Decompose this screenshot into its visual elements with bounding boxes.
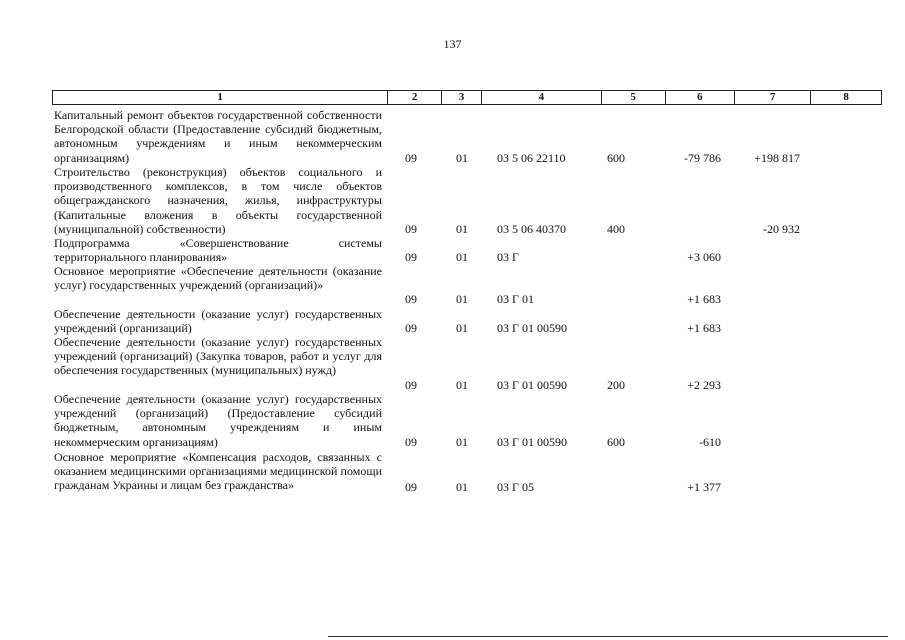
header-col-8: 8 xyxy=(843,91,849,103)
row-subsection: 01 xyxy=(456,435,468,449)
row-subsection: 01 xyxy=(456,480,468,494)
row-section: 09 xyxy=(405,292,417,306)
table-header xyxy=(52,90,882,105)
row-subsection: 01 xyxy=(456,250,468,264)
row-subsection: 01 xyxy=(456,222,468,236)
row-section: 09 xyxy=(405,222,417,236)
row-description: Основное мероприятие «Обеспечение деятельности (оказание услуг) государственных учреждений (организаций)» xyxy=(54,264,382,293)
row-expense-type: 200 xyxy=(607,378,625,392)
row-description: Основное мероприятие «Компенсация расходов, связанных с оказанием медицинскими организациями медицинской помощи гражданам Украины и лицам без гражданства» xyxy=(54,450,382,493)
row-section: 09 xyxy=(405,250,417,264)
row-description: Обеспечение деятельности (оказание услуг) государственных учреждений (организаций) (Закупка товаров, работ и услуг для обеспечения государственных (муниципальных) нужд) xyxy=(54,335,382,378)
header-col-6: 6 xyxy=(666,91,736,104)
row-amount-6: +3 060 xyxy=(687,250,721,264)
row-description: Капитальный ремонт объектов государственной собственности Белгородской области (Предоставление субсидий бюджетным, автономным учреждениям и иным некоммерческим организациям) xyxy=(54,108,382,165)
row-target-code: 03 Г 05 xyxy=(497,480,534,494)
page-number: 137 xyxy=(443,37,462,51)
row-description: Обеспечение деятельности (оказание услуг) государственных учреждений (организаций) (Предоставление субсидий бюджетным, автономным учреждениям и иным некоммерческим организациям) xyxy=(54,392,382,449)
row-target-code: 03 Г 01 00590 xyxy=(497,435,567,449)
row-section: 09 xyxy=(405,321,417,335)
header-col-3: 3 xyxy=(442,91,482,104)
row-amount-7: -20 932 xyxy=(763,222,800,236)
header-col-1: 1 xyxy=(53,91,388,104)
row-section: 09 xyxy=(405,480,417,494)
header-col-7: 7 xyxy=(735,91,811,104)
row-amount-6: +1 377 xyxy=(687,480,721,494)
row-section: 09 xyxy=(405,151,417,165)
row-expense-type: 600 xyxy=(607,435,625,449)
row-subsection: 01 xyxy=(456,321,468,335)
row-description: Обеспечение деятельности (оказание услуг) государственных учреждений (организаций) xyxy=(54,307,382,336)
row-section: 09 xyxy=(405,378,417,392)
row-expense-type: 400 xyxy=(607,222,625,236)
bottom-rule xyxy=(328,636,888,637)
row-amount-6: -79 786 xyxy=(684,151,721,165)
row-subsection: 01 xyxy=(456,151,468,165)
header-col-2: 2 xyxy=(388,91,442,104)
row-target-code: 03 Г 01 00590 xyxy=(497,321,567,335)
row-amount-6: -610 xyxy=(699,435,721,449)
row-amount-6: +1 683 xyxy=(687,292,721,306)
header-col-5: 5 xyxy=(602,91,666,104)
row-amount-6: +1 683 xyxy=(687,321,721,335)
row-description: Строительство (реконструкция) объектов социального и производственного комплексов, в том числе объектов общегражданского назначения, жилья, инфраструктуры (Капитальные вложения в объекты государственной (муниципальной) собственности) xyxy=(54,165,382,236)
header-col-4: 4 xyxy=(482,91,602,104)
row-subsection: 01 xyxy=(456,292,468,306)
row-description: Подпрограмма «Совершенствование системы территориального планирования» xyxy=(54,236,382,265)
row-amount-7: +198 817 xyxy=(754,151,800,165)
row-target-code: 03 Г 01 xyxy=(497,292,534,306)
row-expense-type: 600 xyxy=(607,151,625,165)
row-amount-6: +2 293 xyxy=(687,378,721,392)
row-subsection: 01 xyxy=(456,378,468,392)
row-target-code: 03 Г xyxy=(497,250,519,264)
row-target-code: 03 5 06 22110 xyxy=(497,151,566,165)
row-section: 09 xyxy=(405,435,417,449)
row-target-code: 03 5 06 40370 xyxy=(497,222,566,236)
row-target-code: 03 Г 01 00590 xyxy=(497,378,567,392)
